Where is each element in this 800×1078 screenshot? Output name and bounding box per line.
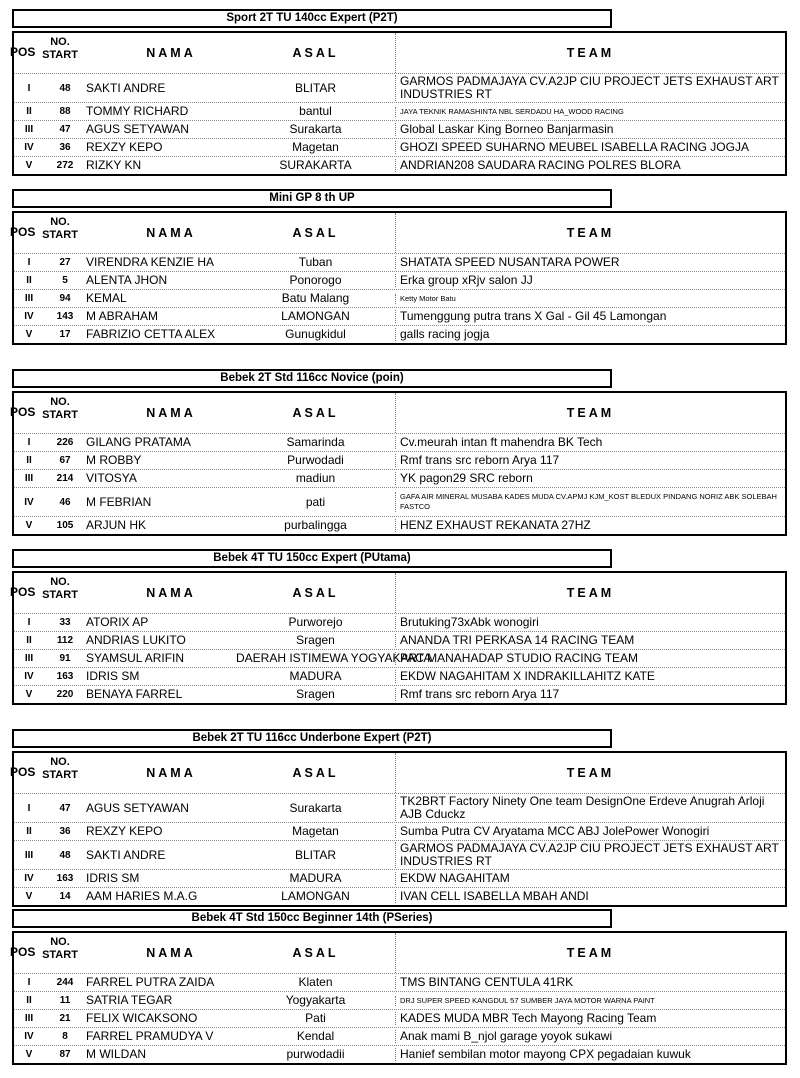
rider-name-cell: FABRIZIO CETTA ALEX (86, 327, 216, 341)
no-header: NO. (50, 396, 70, 408)
table-header (10, 393, 785, 433)
start-number-cell: 14 (59, 891, 71, 902)
start-no-header (38, 216, 82, 242)
origin-cell: Purwodadi (287, 453, 344, 467)
result-row (14, 433, 785, 451)
start-number-cell: 88 (59, 106, 71, 117)
team-cell: IVAN CELL ISABELLA MBAH ANDI (395, 890, 785, 903)
team-cell: TMS BINTANG CENTULA 41RK (395, 976, 785, 989)
results-table (12, 931, 787, 1065)
rider-name-cell: VITOSYA (86, 471, 137, 485)
rider-name-cell: TOMMY RICHARD (86, 104, 189, 118)
start-number-cell: 244 (56, 977, 74, 988)
position-cell: III (24, 124, 34, 135)
team-header: TEAM (395, 753, 785, 793)
start-number-cell: 17 (59, 329, 71, 340)
pos-no-header (10, 396, 78, 430)
asal-header: ASAL (292, 946, 339, 960)
result-row (14, 613, 785, 631)
position-cell: I (27, 257, 31, 268)
start-number-cell: 47 (59, 802, 71, 814)
rider-name-cell: SAKTI ANDRE (86, 80, 166, 95)
team-cell: SHATATA SPEED NUSANTARA POWER (395, 256, 785, 269)
category-title: Bebek 4T TU 150cc Expert (PUtama) (12, 549, 612, 568)
team-cell: Hanief sembilan motor mayong CPX pegadaian kuwuk (395, 1048, 785, 1061)
team-cell: GARMOS PADMAJAYA CV.A2JP CIU PROJECT JETS EXHAUST ART INDUSTRIES RT (395, 842, 785, 868)
result-row (14, 631, 785, 649)
start-no-header (38, 756, 82, 782)
result-row (14, 869, 785, 887)
results-sheet (12, 0, 788, 1078)
origin-cell: SURAKARTA (279, 158, 352, 172)
position-cell: III (24, 849, 34, 861)
origin-cell: Purworejo (288, 615, 343, 629)
team-header: TEAM (395, 33, 785, 73)
nama-header: NAMA (146, 766, 196, 780)
start-number-cell: 48 (59, 82, 71, 94)
rider-name-cell: M ABRAHAM (86, 309, 159, 323)
start-number-cell: 272 (56, 160, 74, 171)
origin-cell: Surakarta (289, 122, 342, 136)
start-header: START (42, 589, 78, 601)
position-cell: I (27, 437, 31, 448)
origin-cell: Surakarta (289, 800, 342, 815)
team-cell: HENZ EXHAUST REKANATA 27HZ (395, 519, 785, 532)
team-cell: JAYA TEKNIK RAMASHINTA NBL SERDADU HA_WOOD RACING (395, 107, 785, 117)
position-cell: V (25, 160, 33, 171)
nama-header: NAMA (146, 406, 196, 420)
result-row (14, 685, 785, 703)
category-title: Bebek 2T TU 116cc Underbone Expert (P2T) (12, 729, 612, 748)
position-cell: V (25, 689, 33, 700)
origin-cell: Tuban (298, 255, 333, 269)
position-cell: II (26, 995, 32, 1006)
team-cell: galls racing jogja (395, 328, 785, 341)
position-cell: III (24, 1013, 34, 1024)
result-row (14, 451, 785, 469)
origin-cell: BLITAR (294, 80, 337, 95)
origin-cell: purwodadii (286, 1047, 345, 1061)
position-cell: III (24, 473, 34, 484)
result-row (14, 120, 785, 138)
team-cell: Tumenggung putra trans X Gal - Gil 45 Lamongan (395, 310, 785, 323)
origin-cell: MADURA (289, 669, 342, 683)
start-no-header (38, 36, 82, 62)
team-cell: YK pagon29 SRC reborn (395, 472, 785, 485)
start-header: START (42, 949, 78, 961)
nama-header: NAMA (146, 946, 196, 960)
table-header (10, 933, 785, 973)
result-row (14, 469, 785, 487)
rider-name-cell: AGUS SETYAWAN (86, 122, 189, 136)
team-header: TEAM (395, 393, 785, 433)
team-cell: GAFA AIR MINERAL MUSABA KADES MUDA CV.APMJ KJM_KOST BLEDUX PINDANG NORIZ ABK SOLEBAH FASTCO (395, 492, 785, 512)
team-cell: Rmf trans src reborn Arya 117 (395, 454, 785, 467)
origin-cell: Kendal (296, 1029, 335, 1043)
origin-cell: Batu Malang (281, 291, 350, 305)
category-title: Bebek 2T Std 116cc Novice (poin) (12, 369, 612, 388)
position-cell: IV (24, 873, 34, 884)
origin-cell: BLITAR (294, 847, 337, 862)
position-cell: IV (24, 496, 34, 508)
result-row (14, 667, 785, 685)
start-header: START (42, 769, 78, 781)
category-section (12, 369, 788, 538)
position-cell: IV (24, 311, 34, 322)
team-cell: EKDW NAGAHITAM X INDRAKILLAHITZ KATE (395, 670, 785, 683)
result-row (14, 156, 785, 174)
result-row (14, 991, 785, 1009)
table-header (10, 213, 785, 253)
team-cell: Brutuking73xAbk wonogiri (395, 616, 785, 629)
origin-cell: madiun (295, 471, 336, 485)
result-row (14, 73, 785, 102)
category-title: Sport 2T TU 140cc Expert (P2T) (12, 9, 612, 28)
result-row (14, 840, 785, 869)
result-row (14, 253, 785, 271)
position-cell: IV (24, 671, 34, 682)
team-cell: Anak mami B_njol garage yoyok sukawi (395, 1030, 785, 1043)
no-header: NO. (50, 576, 70, 588)
position-cell: II (26, 826, 32, 837)
category-section (12, 9, 788, 178)
result-row (14, 1009, 785, 1027)
table-header (10, 33, 785, 73)
no-header: NO. (50, 936, 70, 948)
category-section (10, 729, 788, 903)
rider-name-cell: ALENTA JHON (86, 273, 168, 287)
pos-header: POS (10, 585, 36, 599)
pos-header: POS (10, 405, 36, 419)
position-cell: II (26, 275, 32, 286)
rider-name-cell: GILANG PRATAMA (86, 435, 191, 449)
result-row (14, 325, 785, 343)
rider-name-cell: ANDRIAS LUKITO (86, 633, 186, 647)
team-cell: Global Laskar King Borneo Banjarmasin (395, 123, 785, 136)
start-number-cell: 112 (56, 635, 74, 646)
nama-header: NAMA (146, 226, 196, 240)
team-cell: EKDW NAGAHITAM (395, 872, 785, 885)
team-cell: ANDRIAN208 SAUDARA RACING POLRES BLORA (395, 159, 785, 172)
team-cell: Cv.meurah intan ft mahendra BK Tech (395, 436, 785, 449)
rider-name-cell: RIZKY KN (86, 158, 142, 172)
start-number-cell: 5 (62, 275, 68, 286)
origin-cell: Pati (305, 1011, 326, 1025)
category-section (12, 909, 788, 1078)
start-header: START (42, 229, 78, 241)
team-cell: GARMOS PADMAJAYA CV.A2JP CIU PROJECT JETS EXHAUST ART INDUSTRIES RT (395, 75, 785, 101)
results-table (12, 31, 787, 176)
nama-header: NAMA (146, 46, 196, 60)
results-table (12, 391, 787, 536)
position-cell: I (27, 977, 31, 988)
rider-name-cell: M WILDAN (86, 1047, 146, 1061)
rider-name-cell: REXZY KEPO (86, 140, 163, 154)
origin-cell: purbalingga (284, 518, 347, 532)
asal-header: ASAL (292, 406, 339, 420)
team-cell: Sumba Putra CV Aryatama MCC ABJ JolePower Wonogiri (395, 825, 785, 838)
team-cell: KADES MUDA MBR Tech Mayong Racing Team (395, 1012, 785, 1025)
result-row (14, 487, 785, 516)
start-number-cell: 36 (59, 142, 71, 153)
result-row (14, 138, 785, 156)
pos-no-header (10, 36, 78, 70)
result-row (14, 1027, 785, 1045)
origin-cell: pati (305, 494, 326, 509)
rider-name-cell: M ROBBY (86, 453, 142, 467)
position-cell: I (27, 617, 31, 628)
result-row (14, 649, 785, 667)
rider-name-cell: ATORIX AP (86, 615, 149, 629)
start-number-cell: 67 (59, 455, 71, 466)
no-header: NO. (50, 36, 70, 48)
start-number-cell: 163 (56, 671, 74, 682)
start-number-cell: 220 (56, 689, 74, 700)
start-number-cell: 48 (59, 849, 71, 861)
rider-name-cell: BENAYA FARREL (86, 687, 183, 701)
position-cell: V (25, 891, 33, 902)
team-cell: Erka group xRjv salon JJ (395, 274, 785, 287)
team-cell: PAC MANAHADAP STUDIO RACING TEAM (395, 652, 785, 665)
team-header: TEAM (395, 213, 785, 253)
start-number-cell: 143 (56, 311, 74, 322)
category-section (12, 549, 788, 718)
position-cell: II (26, 635, 32, 646)
origin-cell: LAMONGAN (281, 889, 350, 903)
rider-name-cell: IDRIS SM (86, 871, 140, 885)
start-number-cell: 226 (56, 437, 74, 448)
rider-name-cell: KEMAL (86, 291, 127, 305)
rider-name-cell: IDRIS SM (86, 669, 140, 683)
team-header: TEAM (395, 573, 785, 613)
pos-no-header (10, 936, 78, 970)
start-no-header (38, 396, 82, 422)
asal-header: ASAL (292, 226, 339, 240)
results-table (12, 751, 787, 907)
pos-no-header (10, 576, 78, 610)
rider-name-cell: SAKTI ANDRE (86, 847, 166, 862)
result-row (14, 516, 785, 534)
start-number-cell: 91 (59, 653, 71, 664)
result-row (14, 102, 785, 120)
origin-cell: bantul (299, 104, 332, 118)
rider-name-cell: SYAMSUL ARIFIN (86, 651, 185, 665)
start-no-header (38, 576, 82, 602)
category-title: Bebek 4T Std 150cc Beginner 14th (PSeries) (12, 909, 612, 928)
result-row (14, 307, 785, 325)
start-number-cell: 163 (56, 873, 74, 884)
position-cell: IV (24, 142, 34, 153)
asal-header: ASAL (292, 46, 339, 60)
result-row (14, 793, 785, 822)
origin-cell: Magetan (292, 140, 339, 154)
rider-name-cell: REXZY KEPO (86, 824, 163, 838)
start-number-cell: 11 (59, 995, 71, 1006)
result-row (14, 887, 785, 905)
position-cell: I (27, 82, 31, 94)
team-cell: Rmf trans src reborn Arya 117 (395, 688, 785, 701)
position-cell: I (27, 802, 31, 814)
rider-name-cell: FARREL PUTRA ZAIDA (86, 975, 215, 989)
start-number-cell: 87 (59, 1049, 71, 1060)
start-header: START (42, 409, 78, 421)
position-cell: III (24, 653, 34, 664)
result-row (14, 1045, 785, 1063)
team-cell: TK2BRT Factory Ninety One team DesignOne Erdeve Anugrah Arloji AJB Cduckz (395, 795, 785, 821)
rider-name-cell: VIRENDRA KENZIE HA (86, 255, 215, 269)
pos-header: POS (10, 45, 36, 59)
category-section (12, 189, 788, 358)
result-row (14, 973, 785, 991)
pos-no-header (10, 756, 78, 790)
origin-cell: Sragen (296, 687, 335, 701)
category-title: Mini GP 8 th UP (12, 189, 612, 208)
start-no-header (38, 936, 82, 962)
team-cell: GHOZI SPEED SUHARNO MEUBEL ISABELLA RACING JOGJA (395, 141, 785, 154)
start-number-cell: 46 (59, 496, 71, 508)
start-number-cell: 94 (59, 293, 71, 304)
table-header (10, 573, 785, 613)
start-number-cell: 33 (59, 617, 71, 628)
team-header: TEAM (395, 933, 785, 973)
position-cell: V (25, 1049, 33, 1060)
rider-name-cell: AAM HARIES M.A.G (86, 889, 198, 903)
result-row (14, 271, 785, 289)
results-table (12, 571, 787, 705)
start-number-cell: 105 (56, 520, 74, 531)
origin-cell: LAMONGAN (281, 309, 350, 323)
rider-name-cell: FARREL PRAMUDYA V (86, 1029, 214, 1043)
start-number-cell: 36 (59, 826, 71, 837)
pos-no-header (10, 216, 78, 250)
position-cell: II (26, 106, 32, 117)
start-number-cell: 47 (59, 124, 71, 135)
result-row (14, 822, 785, 840)
origin-cell: Gunugkidul (285, 327, 346, 341)
team-cell: Ketty Motor Batu (395, 294, 785, 304)
team-cell: ANANDA TRI PERKASA 14 RACING TEAM (395, 634, 785, 647)
start-number-cell: 27 (59, 257, 71, 268)
no-header: NO. (50, 756, 70, 768)
position-cell: III (24, 293, 34, 304)
table-header (10, 753, 785, 793)
position-cell: IV (24, 1031, 34, 1042)
pos-header: POS (10, 765, 36, 779)
no-header: NO. (50, 216, 70, 228)
start-number-cell: 214 (56, 473, 74, 484)
position-cell: V (25, 329, 33, 340)
rider-name-cell: AGUS SETYAWAN (86, 800, 189, 815)
asal-header: ASAL (292, 766, 339, 780)
asal-header: ASAL (292, 586, 339, 600)
origin-cell: Magetan (292, 824, 339, 838)
start-header: START (42, 49, 78, 61)
results-table (12, 211, 787, 345)
origin-cell: Sragen (296, 633, 335, 647)
origin-cell: Samarinda (286, 435, 345, 449)
origin-cell: MADURA (289, 871, 342, 885)
rider-name-cell: SATRIA TEGAR (86, 993, 173, 1007)
origin-cell: DAERAH ISTIMEWA YOGYAKARTA (236, 651, 432, 665)
start-number-cell: 8 (62, 1031, 68, 1042)
origin-cell: Klaten (298, 975, 333, 989)
position-cell: V (25, 520, 33, 531)
team-cell: DRJ SUPER SPEED KANGDUL 57 SUMBER JAYA MOTOR WARNA PAINT (395, 996, 785, 1006)
rider-name-cell: M FEBRIAN (86, 494, 152, 509)
pos-header: POS (10, 945, 36, 959)
origin-cell: Yogyakarta (285, 993, 346, 1007)
pos-header: POS (10, 225, 36, 239)
result-row (14, 289, 785, 307)
rider-name-cell: ARJUN HK (86, 518, 147, 532)
rider-name-cell: FELIX WICAKSONO (86, 1011, 198, 1025)
origin-cell: Ponorogo (289, 273, 342, 287)
nama-header: NAMA (146, 586, 196, 600)
start-number-cell: 21 (59, 1013, 71, 1024)
position-cell: II (26, 455, 32, 466)
